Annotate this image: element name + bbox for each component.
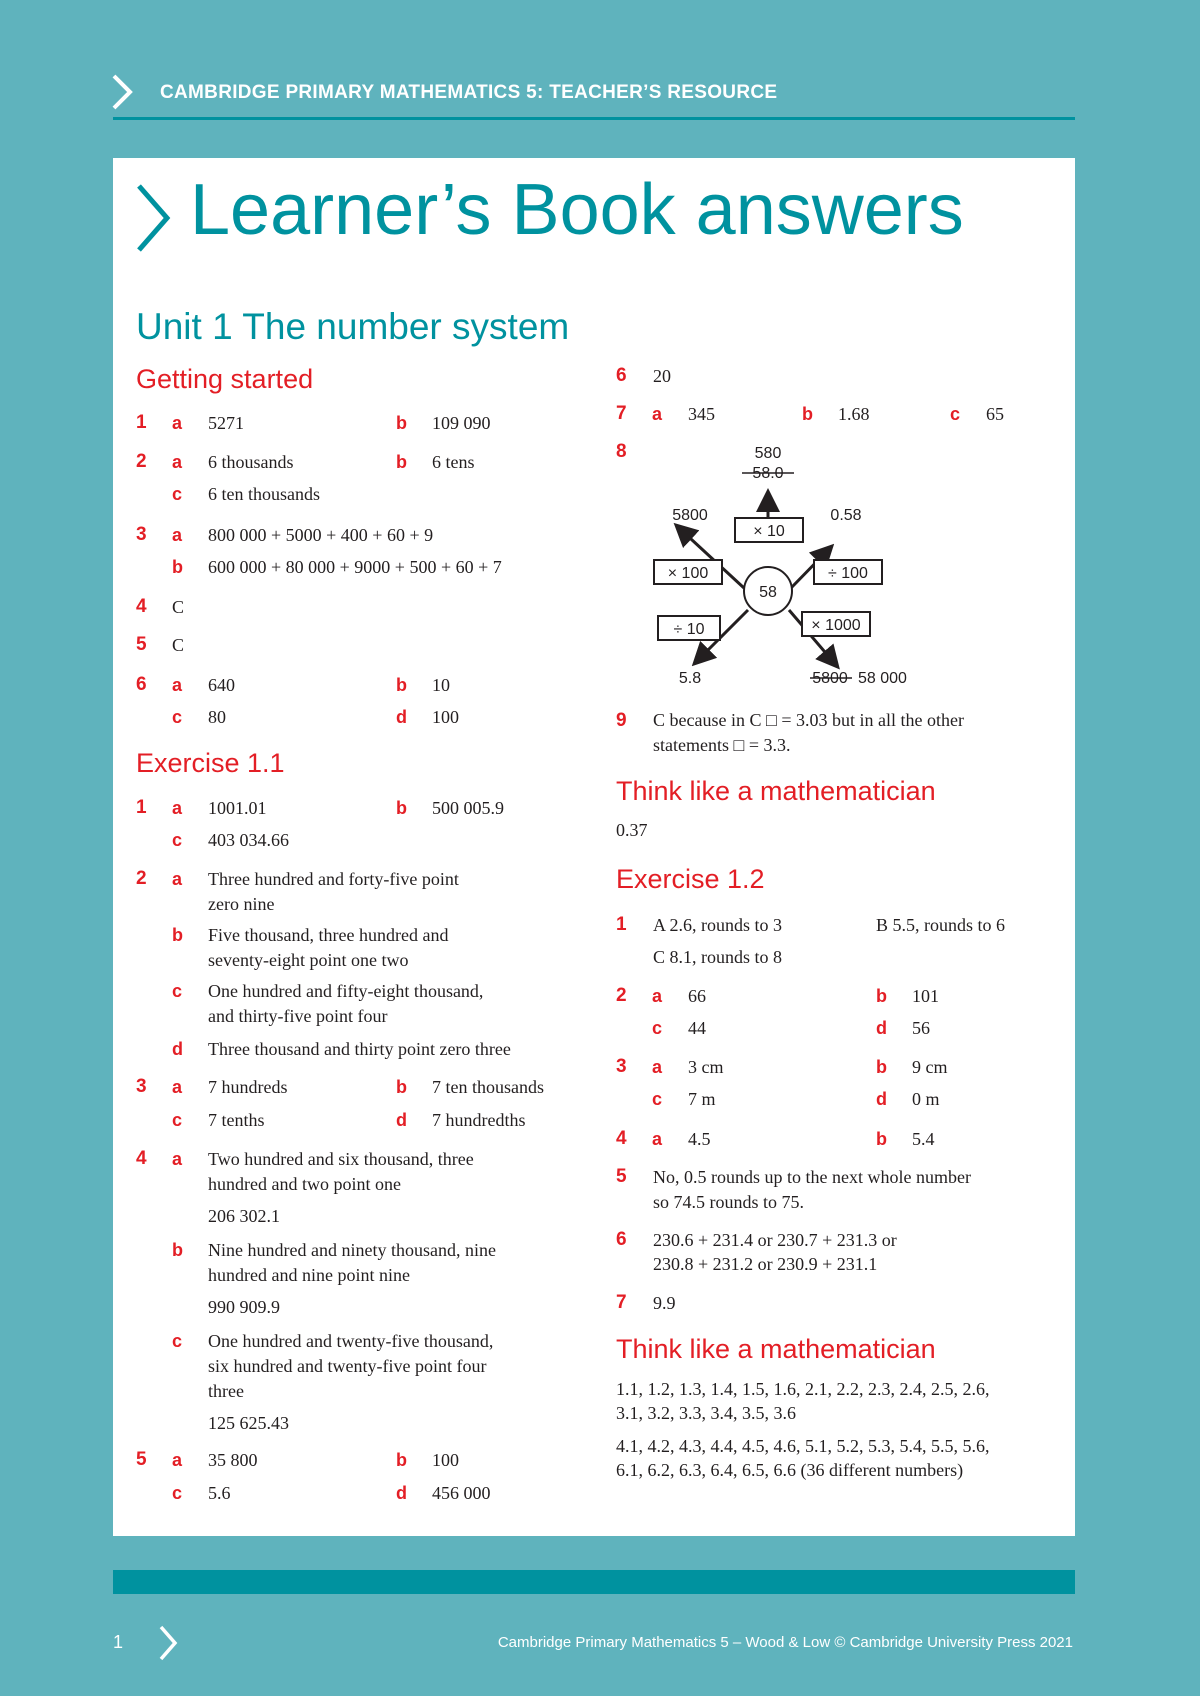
answer-value: 80 [208, 707, 226, 727]
part-label: a [172, 452, 183, 472]
answer-value: 5271 [208, 413, 244, 433]
part-label: a [172, 1149, 183, 1169]
result-value: 5.8 [678, 670, 702, 687]
answer-line: seventy-eight point one two [208, 950, 409, 970]
part-label: a [172, 869, 183, 889]
answer-value: 7 m [688, 1089, 716, 1109]
chevron-right-icon [158, 1624, 178, 1662]
part-label: c [172, 1483, 183, 1503]
part-label: a [652, 404, 663, 424]
answer-line: One hundred and fifty-eight thousand, [208, 981, 484, 1001]
question-number: 1 [136, 412, 147, 433]
result-value: 58 000 [858, 670, 907, 687]
answer-line: 230.8 + 231.2 or 230.9 + 231.1 [653, 1254, 878, 1274]
answer-line: One hundred and twenty-five thousand, [208, 1331, 494, 1351]
part-label: c [172, 707, 183, 727]
part-label: b [876, 986, 887, 1006]
part-label: b [396, 1450, 407, 1470]
part-label: c [950, 404, 961, 424]
copyright-notice: Cambridge Primary Mathematics 5 – Wood & Low © Cambridge University Press 2021 [497, 1634, 1073, 1651]
answer-line: zero nine [208, 894, 275, 914]
answer-value: 640 [208, 675, 235, 695]
answer-line: No, 0.5 rounds up to the next whole number [653, 1167, 971, 1187]
answer-value: B 5.5, rounds to 6 [876, 915, 1006, 935]
answer-line: 3.1, 3.2, 3.3, 3.4, 3.5, 3.6 [616, 1403, 796, 1423]
op-label: ÷ 10 [673, 621, 705, 638]
op-label: × 100 [667, 565, 709, 582]
part-label: a [652, 1057, 663, 1077]
part-label: b [172, 1240, 183, 1260]
answer-line: Three hundred and forty-five point [208, 869, 459, 889]
answer-value: C [172, 635, 185, 655]
part-label: c [172, 484, 183, 504]
chevron-right-icon [135, 182, 171, 254]
answer-line: three [208, 1381, 244, 1401]
answer-value: 500 005.9 [432, 798, 504, 818]
answer-value: 6 ten thousands [208, 484, 320, 504]
struck-value: 58.0 [752, 465, 784, 482]
answer-line: hundred and two point one [208, 1174, 401, 1194]
answer-value: A 2.6, rounds to 3 [653, 915, 783, 935]
part-label: d [396, 707, 407, 727]
section-heading-think-like-a-mathematician: Think like a mathematician [616, 776, 936, 806]
part-label: b [396, 675, 407, 695]
part-label: a [652, 1129, 663, 1149]
answer-value: 125 625.43 [208, 1413, 289, 1433]
question-number: 8 [616, 441, 627, 462]
answer-value: 6 thousands [208, 452, 294, 472]
part-label: b [172, 557, 183, 577]
answer-line: six hundred and twenty-five point four [208, 1356, 487, 1376]
part-label: a [172, 675, 183, 695]
op-label: ÷ 100 [828, 565, 868, 582]
answer-value: 1001.01 [208, 798, 267, 818]
header-title: CAMBRIDGE PRIMARY MATHEMATICS 5: TEACHER’S RESOURCE [160, 82, 778, 103]
section-heading-getting-started: Getting started [136, 364, 314, 394]
answer-line: C because in C □ = 3.03 but in all the other [653, 710, 964, 730]
answer-value: 9.9 [653, 1293, 676, 1313]
op-label: × 1000 [811, 617, 861, 634]
part-label: a [652, 986, 663, 1006]
section-heading-think-like-a-mathematician: Think like a mathematician [616, 1334, 936, 1364]
question-number: 7 [616, 403, 627, 424]
answer-value: 66 [688, 986, 706, 1006]
answer-value: 100 [432, 707, 459, 727]
part-label: a [172, 525, 183, 545]
part-label: b [172, 925, 183, 945]
question-number: 5 [616, 1166, 627, 1187]
part-label: c [172, 830, 183, 850]
part-label: c [652, 1089, 663, 1109]
question-number: 6 [136, 674, 147, 695]
answer-value: 4.5 [688, 1129, 711, 1149]
question-number: 4 [136, 596, 147, 617]
answer-line: so 74.5 rounds to 75. [653, 1192, 805, 1212]
answer-value: 7 hundredths [432, 1110, 526, 1130]
footer-bar [113, 1570, 1075, 1594]
answer-line: 6.1, 6.2, 6.3, 6.4, 6.5, 6.6 (36 different numbers) [616, 1460, 964, 1480]
answer-value: 990 909.9 [208, 1297, 280, 1317]
section-heading-exercise-1-2: Exercise 1.2 [616, 864, 765, 894]
question-number: 5 [136, 634, 147, 655]
part-label: d [172, 1039, 183, 1059]
answer-value: 345 [688, 404, 715, 424]
part-label: b [396, 452, 407, 472]
answer-value: 44 [688, 1018, 706, 1038]
question-number: 9 [616, 710, 627, 731]
struck-value: 5800 [812, 670, 848, 687]
answer-line: Five thousand, three hundred and [208, 925, 449, 945]
answer-value: 5.4 [912, 1129, 935, 1149]
answer-value: 9 cm [912, 1057, 948, 1077]
page-title: Learner’s Book answers [190, 170, 964, 250]
question-number: 2 [616, 985, 627, 1006]
unit-title: Unit 1 The number system [136, 306, 570, 347]
answer-value: 7 ten thousands [432, 1077, 544, 1097]
center-value: 58 [759, 584, 777, 601]
part-label: d [876, 1089, 887, 1109]
answer-value: 5.6 [208, 1483, 231, 1503]
part-label: b [396, 1077, 407, 1097]
part-label: b [802, 404, 813, 424]
op-label: × 10 [753, 523, 785, 540]
part-label: a [172, 1450, 183, 1470]
answer-value: 100 [432, 1450, 459, 1470]
part-label: c [172, 1110, 183, 1130]
question-number: 1 [616, 914, 627, 935]
page-number: 1 [113, 1632, 124, 1652]
question-number: 4 [136, 1148, 147, 1169]
part-label: c [652, 1018, 663, 1038]
part-label: a [172, 798, 183, 818]
answer-line: Three thousand and thirty point zero three [208, 1039, 511, 1059]
answer-value: 7 tenths [208, 1110, 265, 1130]
part-label: b [876, 1129, 887, 1149]
question-number: 2 [136, 868, 147, 889]
answer-value: 65 [986, 404, 1004, 424]
answer-value: 109 090 [432, 413, 491, 433]
answer-value: C [172, 597, 185, 617]
part-label: b [396, 413, 407, 433]
question-number: 7 [616, 1292, 627, 1313]
question-number: 3 [136, 524, 147, 545]
answer-line: hundred and nine point nine [208, 1265, 410, 1285]
part-label: b [396, 798, 407, 818]
answer-line: Two hundred and six thousand, three [208, 1149, 474, 1169]
multiplication-division-diagram [648, 440, 948, 690]
part-label: c [172, 981, 183, 1001]
question-number: 4 [616, 1128, 627, 1149]
part-label: a [172, 1077, 183, 1097]
answer-value: 20 [653, 366, 671, 386]
result-value: 5800 [672, 507, 708, 524]
answer-line: statements □ = 3.3. [653, 735, 791, 755]
question-number: 3 [616, 1056, 627, 1077]
question-number: 6 [616, 365, 627, 386]
question-number: 2 [136, 451, 147, 472]
answer-value: C 8.1, rounds to 8 [653, 947, 783, 967]
answer-value: 403 034.66 [208, 830, 289, 850]
part-label: d [396, 1483, 407, 1503]
answer-line: 230.6 + 231.4 or 230.7 + 231.3 or [653, 1230, 897, 1250]
answer-value: 10 [432, 675, 450, 695]
answer-value: 101 [912, 986, 939, 1006]
answer-value: 6 tens [432, 452, 475, 472]
part-label: d [396, 1110, 407, 1130]
result-value: 0.58 [830, 507, 862, 524]
answer-value: 3 cm [688, 1057, 724, 1077]
header-divider [113, 117, 1075, 120]
answer-value: 0 m [912, 1089, 940, 1109]
answer-value: 1.68 [838, 404, 870, 424]
answer-value: 35 800 [208, 1450, 258, 1470]
question-number: 5 [136, 1449, 147, 1470]
question-number: 1 [136, 797, 147, 818]
answer-line: and thirty-five point four [208, 1006, 388, 1026]
question-number: 6 [616, 1229, 627, 1250]
answer-value: 800 000 + 5000 + 400 + 60 + 9 [208, 525, 434, 545]
part-label: d [876, 1018, 887, 1038]
answer-value: 7 hundreds [208, 1077, 288, 1097]
answer-value: 206 302.1 [208, 1206, 280, 1226]
chevron-right-icon [110, 72, 134, 112]
answer-value: 456 000 [432, 1483, 491, 1503]
answer-value: 0.37 [616, 820, 648, 840]
part-label: c [172, 1331, 183, 1351]
question-number: 3 [136, 1076, 147, 1097]
part-label: a [172, 413, 183, 433]
part-label: b [876, 1057, 887, 1077]
answer-line: Nine hundred and ninety thousand, nine [208, 1240, 496, 1260]
section-heading-exercise-1-1: Exercise 1.1 [136, 748, 285, 778]
answer-line: 4.1, 4.2, 4.3, 4.4, 4.5, 4.6, 5.1, 5.2, 5.3, 5.4, 5.5, 5.6, [616, 1436, 990, 1456]
result-value: 580 [754, 445, 782, 462]
answer-value: 56 [912, 1018, 930, 1038]
answer-line: 1.1, 1.2, 1.3, 1.4, 1.5, 1.6, 2.1, 2.2, 2.3, 2.4, 2.5, 2.6, [616, 1379, 990, 1399]
answer-value: 600 000 + 80 000 + 9000 + 500 + 60 + 7 [208, 557, 502, 577]
